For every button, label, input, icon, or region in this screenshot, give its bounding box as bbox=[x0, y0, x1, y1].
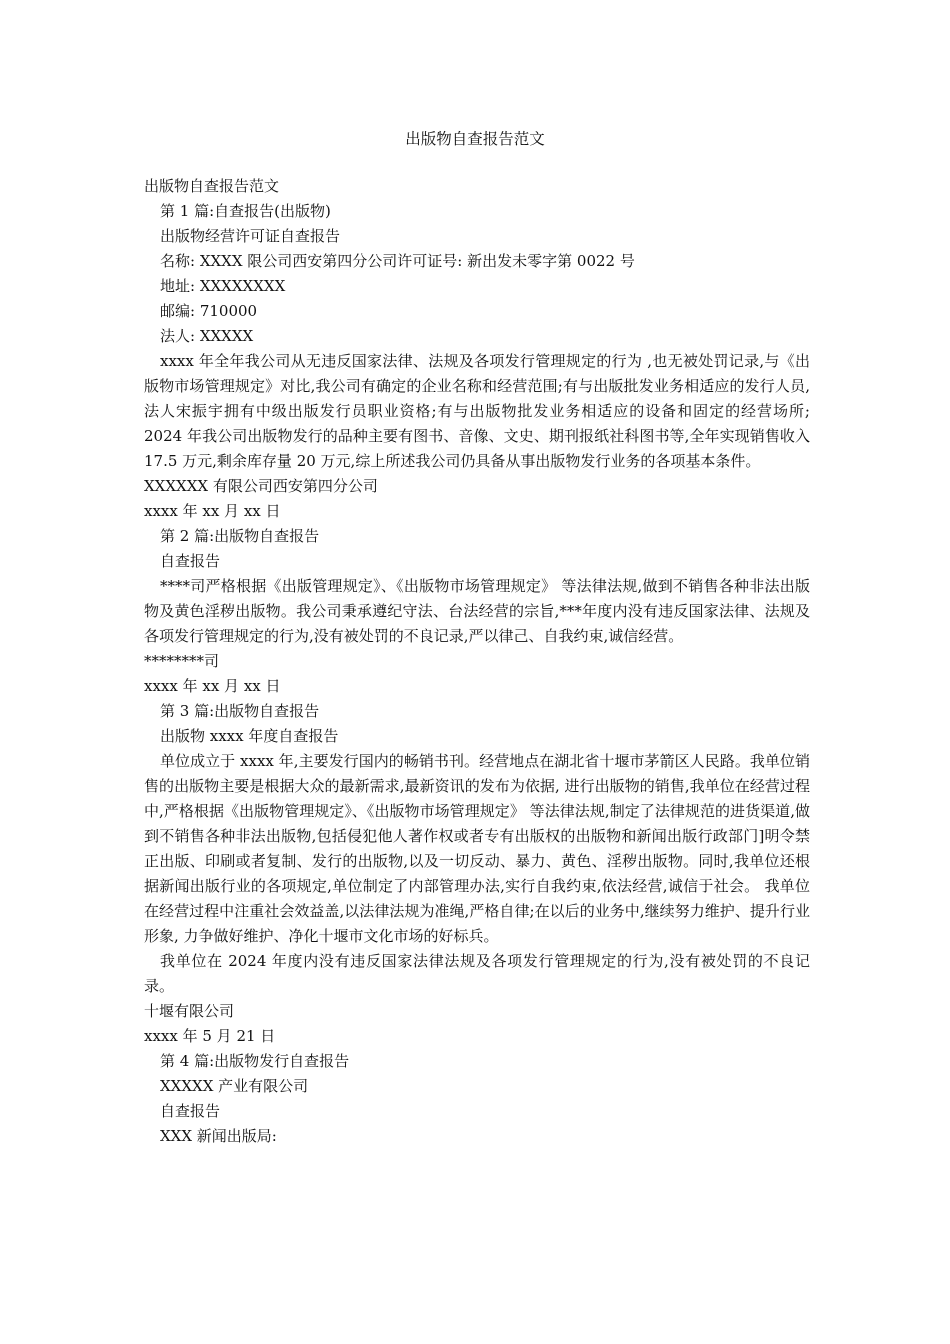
part3-date: xxxx 年 5 月 21 日 bbox=[144, 1027, 276, 1045]
part1-date: xxxx 年 xx 月 xx 日 bbox=[144, 502, 281, 520]
part2-heading: 第 2 篇:出版物自查报告 bbox=[160, 527, 320, 545]
document-heading: 出版物自查报告范文 bbox=[144, 177, 280, 195]
part1-subtitle: 出版物经营许可证自查报告 bbox=[160, 227, 341, 245]
part1-body-paragraph: xxxx 年全年我公司从无违反国家法律、法规及各项发行管理规定的行为 ,也无被处罚记录,与《出版物市场管理规定》对比,我公司有确定的企业名称和经营范围;有与出版批发业务相适应的发行人员,法人宋振宇拥有中级出版发行员职业资格;有与出版物批发业务相适应的设备和固定的经营场所; 2024 年我公司出版物发行的品种主要有图书、音像、文史、期刊报纸社科图书等,全年实现销售收入 17.5 万元,剩余库存量 20 万元,综上所述我公司仍具备从事出版物发行业务的各项基本条件。 bbox=[144, 352, 810, 470]
part1-company-name: 名称: XXXX 限公司西安第四分公司许可证号: 新出发未零字第 0022 号 bbox=[160, 252, 635, 270]
part2-subtitle: 自查报告 bbox=[160, 552, 221, 570]
part1-signature: XXXXXX 有限公司西安第四分公司 bbox=[144, 477, 378, 495]
part2-date: xxxx 年 xx 月 xx 日 bbox=[144, 677, 281, 695]
part1-address: 地址: XXXXXXXX bbox=[160, 277, 286, 295]
part3-signature: 十堰有限公司 bbox=[144, 1002, 235, 1020]
part3-subtitle: 出版物 xxxx 年度自查报告 bbox=[160, 727, 339, 745]
part1-postcode: 邮编: 710000 bbox=[160, 302, 258, 320]
part4-addressee: XXX 新闻出版局: bbox=[160, 1127, 277, 1145]
part3-body-paragraph-2: 我单位在 2024 年度内没有违反国家法律法规及各项发行管理规定的行为,没有被处罚的不良记录。 bbox=[144, 952, 810, 995]
part4-subtitle: 自查报告 bbox=[160, 1102, 221, 1120]
part3-heading: 第 3 篇:出版物自查报告 bbox=[160, 702, 320, 720]
part1-legal-person: 法人: XXXXX bbox=[160, 327, 254, 345]
part3-body-paragraph-1: 单位成立于 xxxx 年,主要发行国内的畅销书刊。经营地点在湖北省十堰市茅箭区人民路。我单位销售的出版物主要是根据大众的最新需求,最新资讯的发布为依据, 进行出版物的销售,我单位在经营过程中,严格根据《出版物管理规定》、《出版物市场管理规定》 等法律法规,制定了法律规范的进货渠道,做到不销售各种非法出版物,包括侵犯他人著作权或者专有出版权的出版物和新闻出版行政部门]明令禁正出版、印刷或者复制、发行的出版物,以及一切反动、暴力、黄色、淫秽出版物。同时,我单位还根据新闻出版行业的各项规定,单位制定了内部管理办法,实行自我约束,依法经营,诚信于社会。 我单位在经营过程中注重社会效益盖,以法律法规为准绳,严格自律;在以后的业务中,继续努力维护、提升行业形象, 力争做好维护、净化十堰市文化市场的好标兵。 bbox=[144, 752, 810, 945]
part1-heading: 第 1 篇:自查报告(出版物) bbox=[160, 202, 331, 220]
part2-signature: ********司 bbox=[144, 652, 220, 670]
document-body bbox=[144, 174, 810, 1149]
document-title: 出版物自查报告范文 bbox=[405, 130, 545, 148]
part4-heading: 第 4 篇:出版物发行自查报告 bbox=[160, 1052, 350, 1070]
part2-body-paragraph: ****司严格根据《出版管理规定》、《出版物市场管理规定》 等法律法规,做到不销售各种非法出版物及黄色淫秽出版物。我公司秉承遵纪守法、台法经营的宗旨,***年度内没有违反国家法律、法规及各项发行管理规定的行为,没有被处罚的不良记录,严以律己、自我约束,诚信经营。 bbox=[144, 577, 810, 645]
part4-company: XXXXX 产业有限公司 bbox=[160, 1077, 309, 1095]
